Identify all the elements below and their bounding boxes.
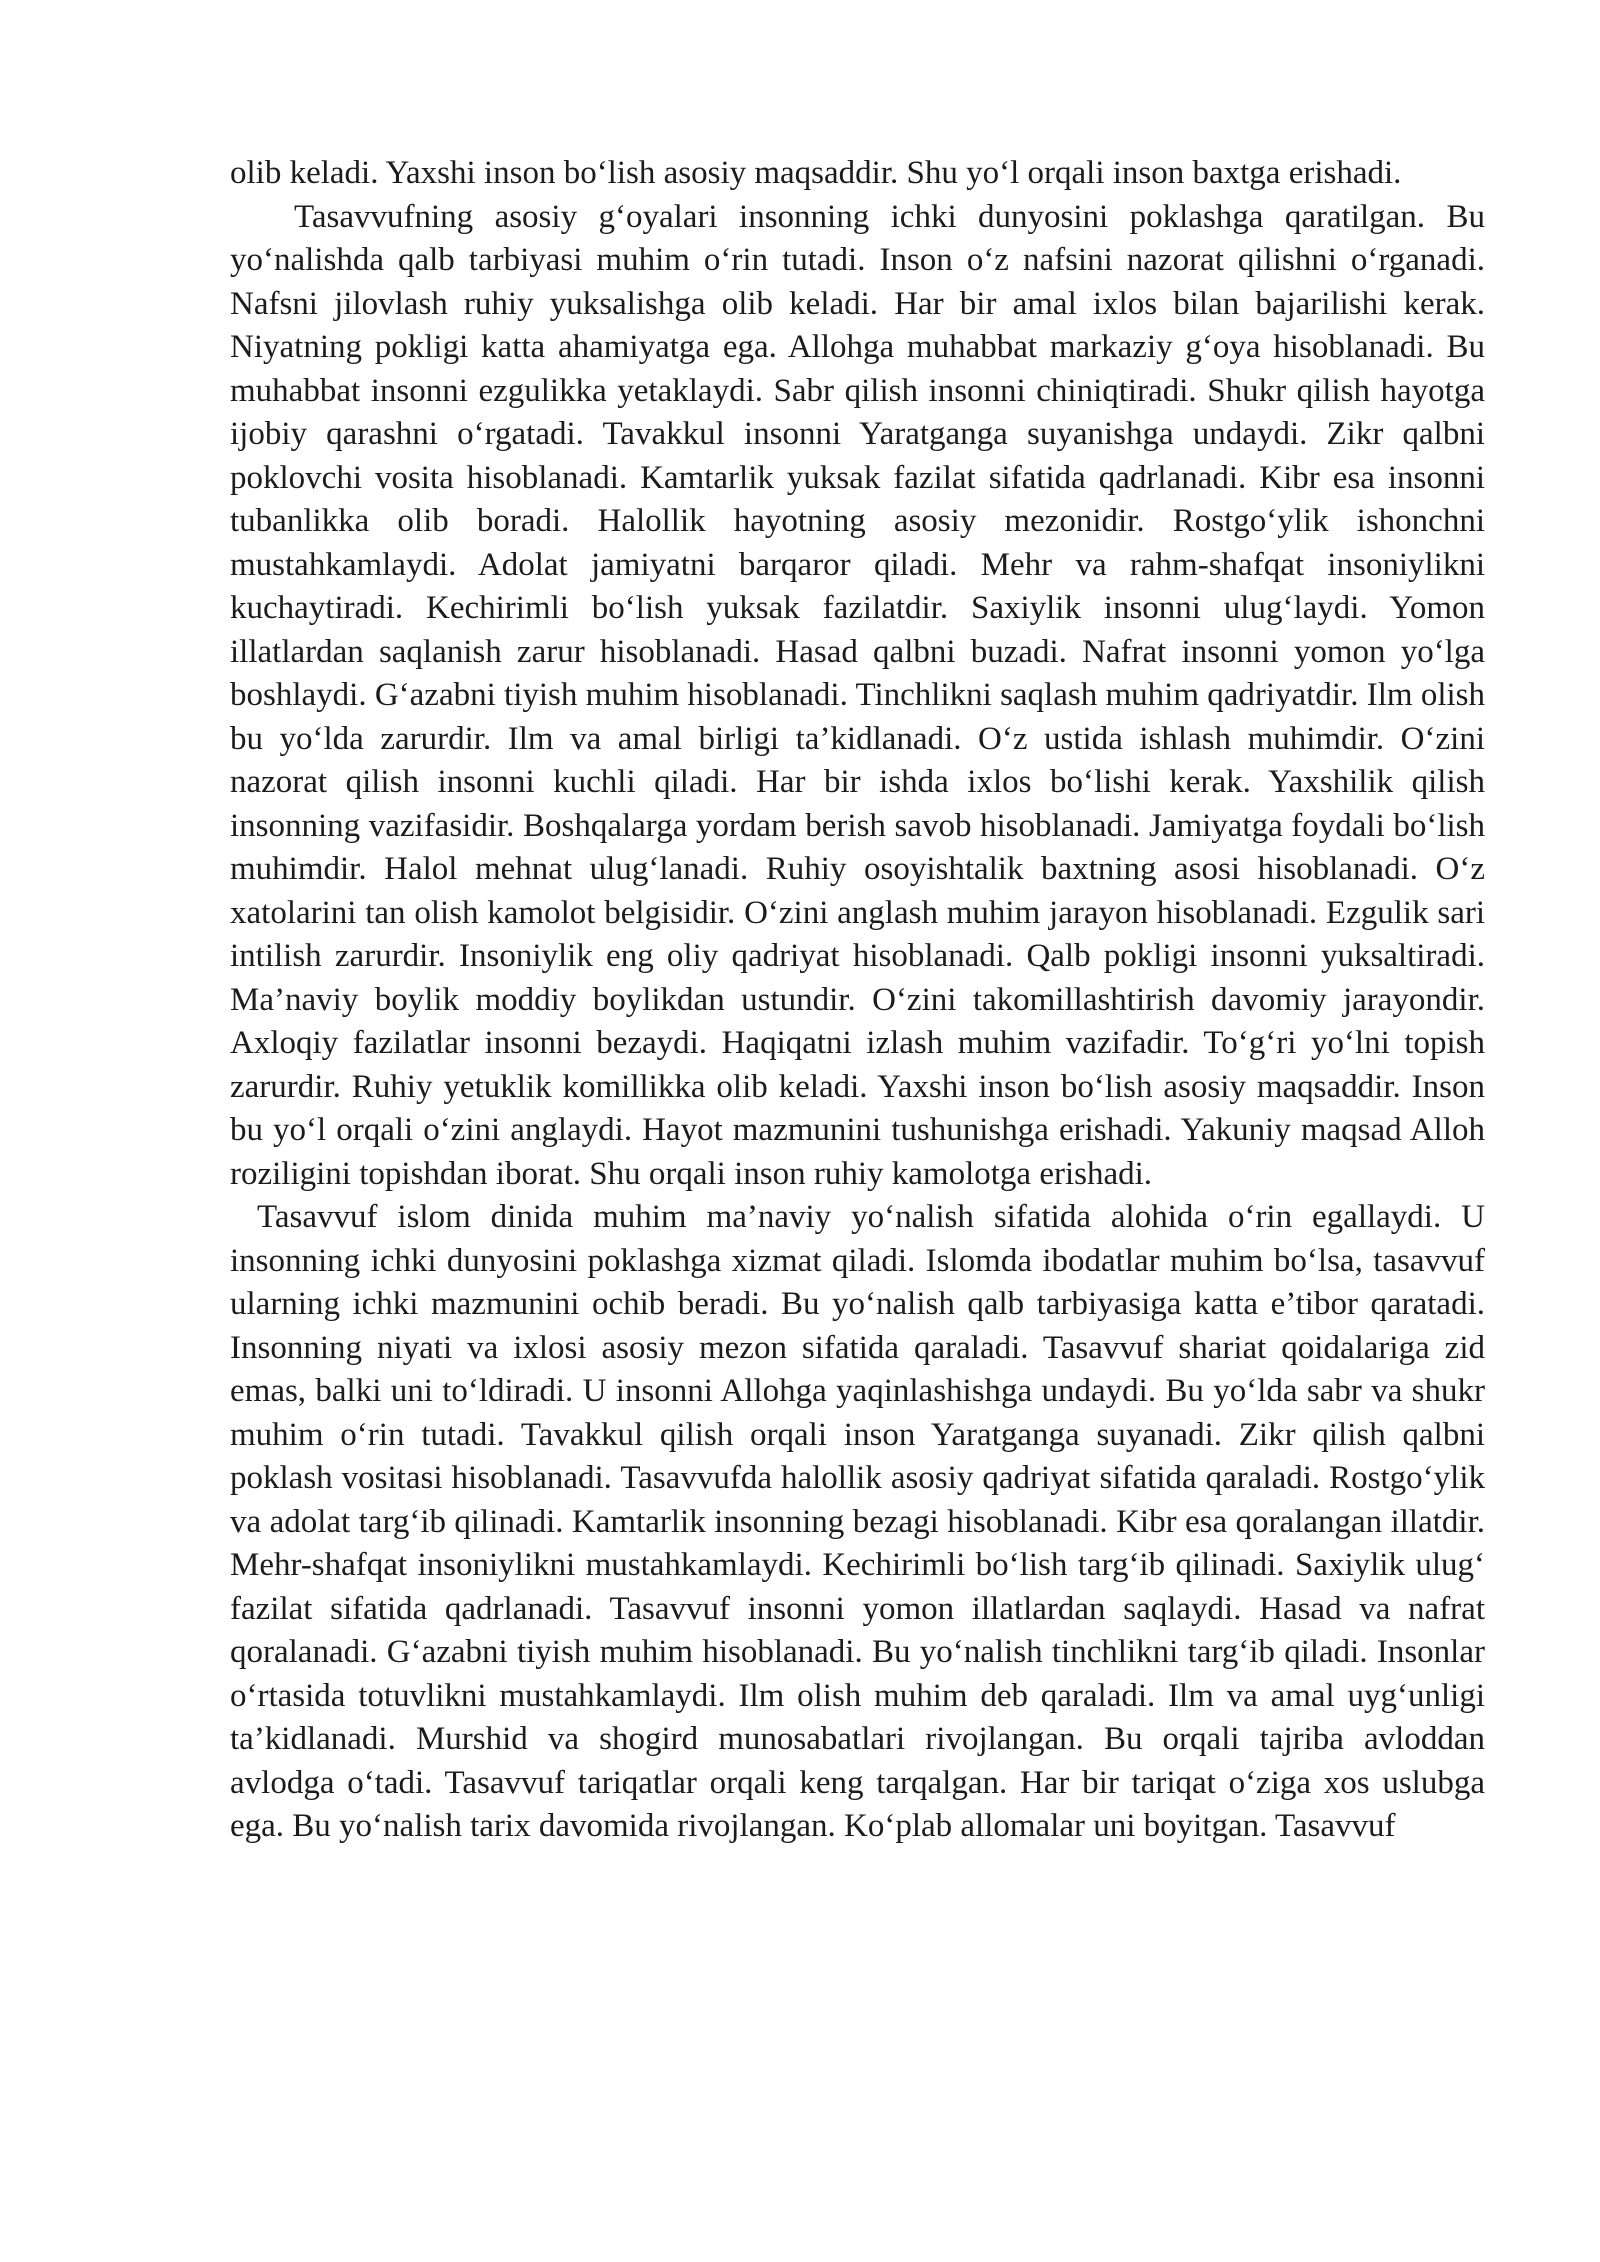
paragraph-continuation: olib keladi. Yaxshi inson bo‘lish asosiy maqsaddir. Shu yo‘l orqali inson baxtga erishadi. [230, 155, 1402, 191]
paragraph-tasavvuf-ideas: Tasavvufning asosiy g‘oyalari insonning ichki dunyosini poklashga qaratilgan. Bu yo‘nalishda qalb tarbiyasi muhim o‘rin tutadi. Inson o‘z nafsini nazorat qilishni o‘rganadi. Nafsni jilovlash ruhiy yuksalishga olib keladi. Har bir amal ixlos bilan bajarilishi kerak. Niyatning pokligi katta ahamiyatga ega. Allohga muhabbat markaziy g‘oya hisoblanadi. Bu muhabbat insonni ezgulikka yetaklaydi. Sabr qilish insonni chiniqtiradi. Shukr qilish hayotga ijobiy qarashni o‘rgatadi. Tavakkul insonni Yaratganga suyanishga undaydi. Zikr qalbni poklovchi vosita hisoblanadi. Kamtarlik yuksak fazilat sifatida qadrlanadi. Kibr esa insonni tubanlikka olib boradi. Halollik hayotning asosiy mezonidir. Rostgo‘ylik ishonchni mustahkamlaydi. Adolat jamiyatni barqaror qiladi. Mehr va rahm-shafqat insoniylikni kuchaytiradi. Kechirimli bo‘lish yuksak fazilatdir. Saxiylik insonni ulug‘laydi. Yomon illatlardan saqlanish zarur hisoblanadi. Hasad qalbni buzadi. Nafrat insonni yomon yo‘lga boshlaydi. G‘azabni tiyish muhim hisoblanadi. Tinchlikni saqlash muhim qadriyatdir. Ilm olish bu yo‘lda zarurdir. Ilm va amal birligi ta’kidlanadi. O‘z ustida ishlash muhimdir. O‘zini nazorat qilish insonni kuchli qiladi. Har bir ishda ixlos bo‘lishi kerak. Yaxshilik qilish insonning vazifasidir. Boshqalarga yordam berish savob hisoblanadi. Jamiyatga foydali bo‘lish muhimdir. Halol mehnat ulug‘lanadi. Ruhiy osoyishtalik baxtning asosi hisoblanadi. O‘z xatolarini tan olish kamolot belgisidir. O‘zini anglash muhim jarayon hisoblanadi. Ezgulik sari intilish zarurdir. Insoniylik eng oliy qadriyat hisoblanadi. Qalb pokligi insonni yuksaltiradi. Ma’naviy boylik moddiy boylikdan ustundir. O‘zini takomillashtirish davomiy jarayondir. Axloqiy fazilatlar insonni bezaydi. Haqiqatni izlash muhim vazifadir. To‘g‘ri yo‘lni topish zarurdir. Ruhiy yetuklik komillikka olib keladi. Yaxshi inson bo‘lish asosiy maqsaddir. Inson bu yo‘l orqali o‘zini anglaydi. Hayot mazmunini tushunishga erishadi. Yakuniy maqsad Alloh roziligini topishdan iborat. Shu orqali inson ruhiy kamolotga erishadi. [230, 198, 1485, 1192]
paragraph-tasavvuf-islam: Tasavvuf islom dinida muhim ma’naviy yo‘nalish sifatida alohida o‘rin egallaydi. U insonning ichki dunyosini poklashga xizmat qiladi. Islomda ibodatlar muhim bo‘lsa, tasavvuf ularning ichki mazmunini ochib beradi. Bu yo‘nalish qalb tarbiyasiga katta e’tibor qaratadi. Insonning niyati va ixlosi asosiy mezon sifatida qaraladi. Tasavvuf shariat qoidalariga zid emas, balki uni to‘ldiradi. U insonni Allohga yaqinlashishga undaydi. Bu yo‘lda sabr va shukr muhim o‘rin tutadi. Tavakkul qilish orqali inson Yaratganga suyanadi. Zikr qilish qalbni poklash vositasi hisoblanadi. Tasavvufda halollik asosiy qadriyat sifatida qaraladi. Rostgo‘ylik va adolat targ‘ib qilinadi. Kamtarlik insonning bezagi hisoblanadi. Kibr esa qoralangan illatdir. Mehr-shafqat insoniylikni mustahkamlaydi. Kechirimli bo‘lish targ‘ib qilinadi. Saxiylik ulug‘ fazilat sifatida qadrlanadi. Tasavvuf insonni yomon illatlardan saqlaydi. Hasad va nafrat qoralanadi. G‘azabni tiyish muhim hisoblanadi. Bu yo‘nalish tinchlikni targ‘ib qiladi. Insonlar o‘rtasida totuvlikni mustahkamlaydi. Ilm olish muhim deb qaraladi. Ilm va amal uyg‘unligi ta’kidlanadi. Murshid va shogird munosabatlari rivojlangan. Bu orqali tajriba avloddan avlodga o‘tadi. Tasavvuf tariqatlar orqali keng tarqalgan. Har bir tariqat o‘ziga xos uslubga ega. Bu yo‘nalish tarix davomida rivojlangan. Ko‘plab allomalar uni boyitgan. Tasavvuf [230, 1199, 1485, 1844]
document-page [230, 152, 1485, 1849]
